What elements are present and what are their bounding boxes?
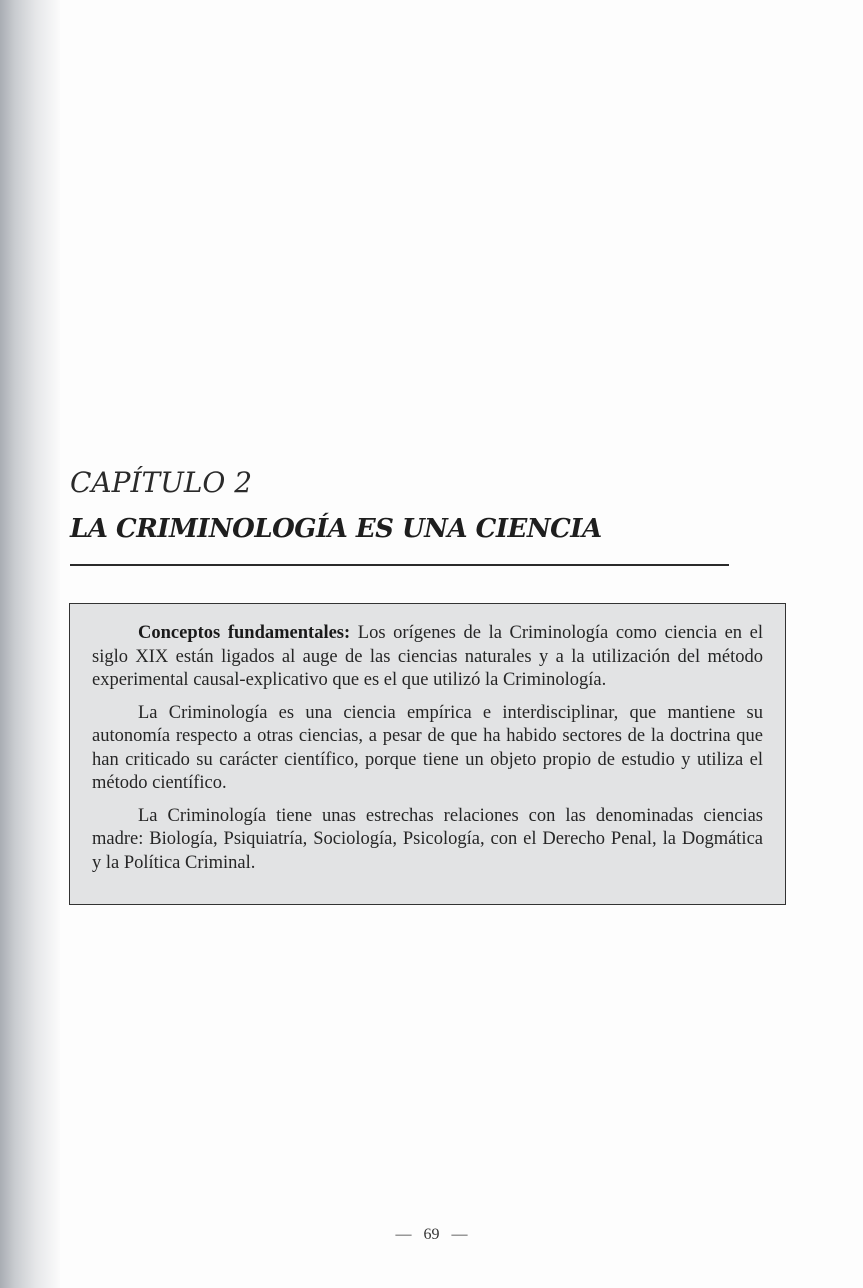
- concepts-lead: Conceptos fundamentales:: [138, 623, 351, 643]
- chapter-label: CAPÍTULO 2: [70, 466, 253, 499]
- page-number-footer: [0, 1226, 863, 1244]
- binding-gutter-shadow: [0, 0, 60, 1288]
- concepts-paragraph-1: [92, 622, 763, 693]
- chapter-title: LA CRIMINOLOGÍA ES UNA CIENCIA: [70, 514, 602, 544]
- page-number: 69: [423, 1226, 440, 1243]
- concepts-paragraph-3: La Criminología tiene unas estrechas relaciones con las denominadas ciencias madre: Biología, Psiquiatría, Sociología, Psicología, con el Derecho Penal, la Dogmática y la Política Criminal.: [92, 805, 763, 873]
- footer-dash-left: —: [395, 1226, 412, 1243]
- footer-dash-right: —: [451, 1226, 468, 1243]
- concepts-paragraph-2: La Criminología es una ciencia empírica e interdisciplinar, que mantiene su autonomía respecto a otras ciencias, a pesar de que ha habido sectores de la doctrina que han criticado su carácter científico, porque tiene un objeto propio de estudio y utiliza el método científico.: [92, 702, 763, 793]
- fundamental-concepts-box: [69, 603, 786, 905]
- title-rule: [70, 564, 729, 566]
- concepts-paragraph-1-text: Los orígenes de la Criminología como ciencia en el siglo XIX están ligados al auge de las ciencias naturales y a la utilización del método experimental causal-explicativo que es el que utilizó la Criminología.: [92, 623, 764, 690]
